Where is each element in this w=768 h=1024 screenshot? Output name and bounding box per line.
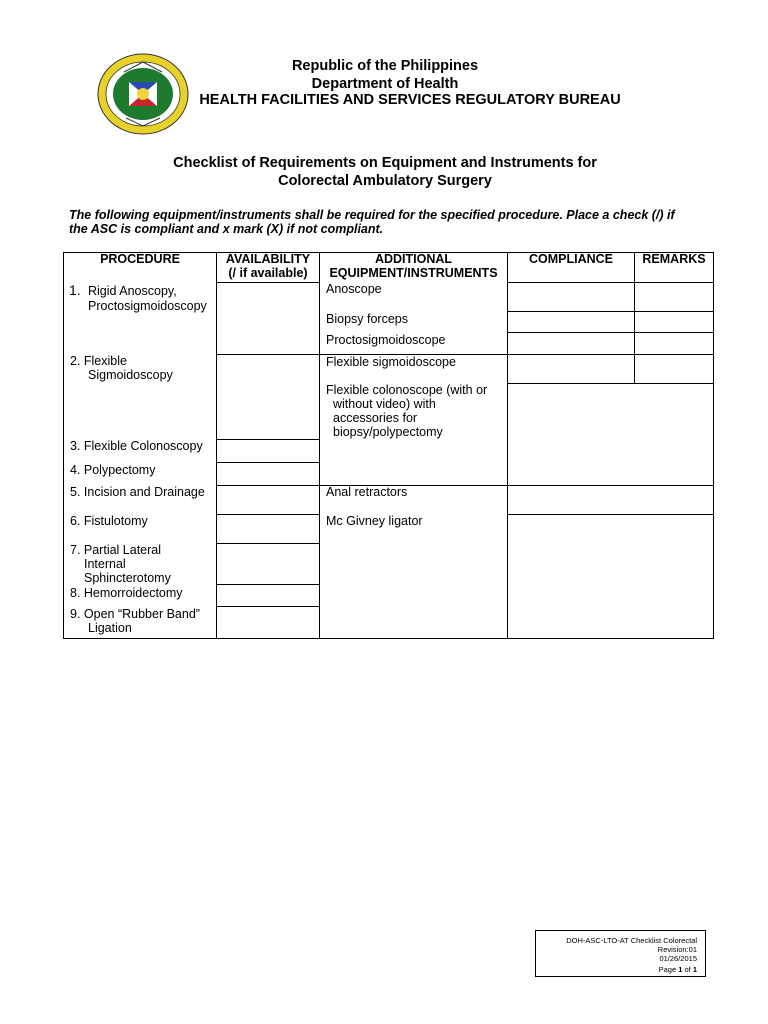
procedure-9-line2: Ligation (88, 621, 132, 635)
equipment-flexible-sigmoidoscope: Flexible sigmoidoscope (326, 355, 456, 369)
footer-doc-code: DOH-ASC-LTO-AT Checklist Colorectal (566, 936, 697, 945)
instructions (69, 208, 709, 236)
footer-page-of: of (682, 965, 693, 974)
col-divider-2 (319, 252, 320, 639)
procedure-1-line1: Rigid Anoscopy, (88, 284, 177, 298)
instructions-line-1: The following equipment/instruments shall be required for the specified procedure. Place a check (/) if (69, 208, 675, 222)
procedure-9-line1: 9. Open “Rubber Band” (70, 607, 200, 621)
table-border-bottom (63, 638, 714, 639)
procedure-5: 5. Incision and Drainage (70, 485, 205, 499)
footer-page-prefix: Page (658, 965, 679, 974)
header-availability-sub: (/ if available) (228, 266, 308, 280)
procedure-1-number: 1. (69, 282, 81, 298)
header-bureau: HEALTH FACILITIES AND SERVICES REGULATORY BUREAU (199, 92, 621, 108)
comp-line-6 (507, 485, 714, 486)
header-equipment: ADDITIONAL (374, 252, 453, 266)
comp-line-1 (507, 282, 714, 283)
comp-line-7 (507, 514, 714, 515)
header-procedure: PROCEDURE (100, 252, 180, 266)
header-equipment-sub: EQUIPMENT/INSTRUMENTS (329, 266, 498, 280)
footer-revision: Revision:01 (657, 945, 697, 954)
equipment-colonoscope-line1: Flexible colonoscope (with or (326, 383, 488, 397)
col-divider-4a (634, 252, 635, 355)
footer-page-number: 1 (678, 965, 683, 974)
footer-date: 01/26/2015 (659, 954, 697, 963)
procedure-7-line2: Internal (84, 557, 126, 571)
procedure-7-line1: 7. Partial Lateral (70, 543, 162, 557)
procedure-1-line2: Proctosigmoidoscopy (88, 299, 207, 313)
equipment-biopsy-forceps: Biopsy forceps (326, 312, 408, 326)
avail-line-2 (216, 354, 319, 355)
instructions-line-2: the ASC is compliant and x mark (X) if not compliant. (69, 222, 384, 236)
procedure-3: 3. Flexible Colonoscopy (70, 439, 203, 453)
avail-line-1 (216, 282, 319, 283)
comp-line-2 (507, 311, 714, 312)
avail-line-6 (216, 514, 319, 515)
header-department: Department of Health (311, 76, 459, 92)
equipment-mc-givney-ligator: Mc Givney ligator (326, 514, 423, 528)
avail-line-3 (216, 439, 319, 440)
footer-page (536, 965, 697, 974)
equipment-colonoscope-line4: biopsy/polypectomy (333, 425, 443, 439)
col-divider-1 (216, 252, 217, 639)
procedure-2-line2: Sigmoidoscopy (88, 368, 173, 382)
procedure-7-line3: Sphincterotomy (84, 571, 171, 585)
avail-line-5 (216, 485, 319, 486)
procedure-8: 8. Hemorroidectomy (70, 586, 183, 600)
avail-line-8 (216, 584, 319, 585)
avail-line-7 (216, 543, 319, 544)
equipment-colonoscope-line2: without video) with (333, 397, 436, 411)
procedure-6: 6. Fistulotomy (70, 514, 148, 528)
equipment-anoscope: Anoscope (326, 282, 382, 296)
equipment-anal-retractors: Anal retractors (326, 485, 408, 499)
procedure-2-line1: 2. Flexible (70, 354, 127, 368)
comp-line-3 (507, 332, 714, 333)
table-border-left (63, 252, 64, 639)
footer-page-total: 1 (692, 965, 697, 974)
header-availability: AVAILABILITY (225, 252, 311, 266)
footer-document-info (535, 930, 706, 977)
title-line-1: Checklist of Requirements on Equipment and Instruments for (173, 155, 597, 171)
avail-line-9 (216, 606, 319, 607)
equipment-colonoscope-line3: accessories for (333, 411, 418, 425)
equipment-proctosigmoidoscope: Proctosigmoidoscope (326, 333, 446, 347)
header-remarks: REMARKS (642, 252, 706, 266)
avail-line-4 (216, 462, 319, 463)
header-compliance: COMPLIANCE (528, 252, 614, 266)
col-divider-4b (634, 355, 635, 384)
header-republic: Republic of the Philippines (291, 58, 479, 74)
procedure-4: 4. Polypectomy (70, 463, 156, 477)
comp-line-5 (507, 383, 714, 384)
title-line-2: Colorectal Ambulatory Surgery (278, 173, 492, 189)
comp-line-4 (507, 354, 714, 355)
